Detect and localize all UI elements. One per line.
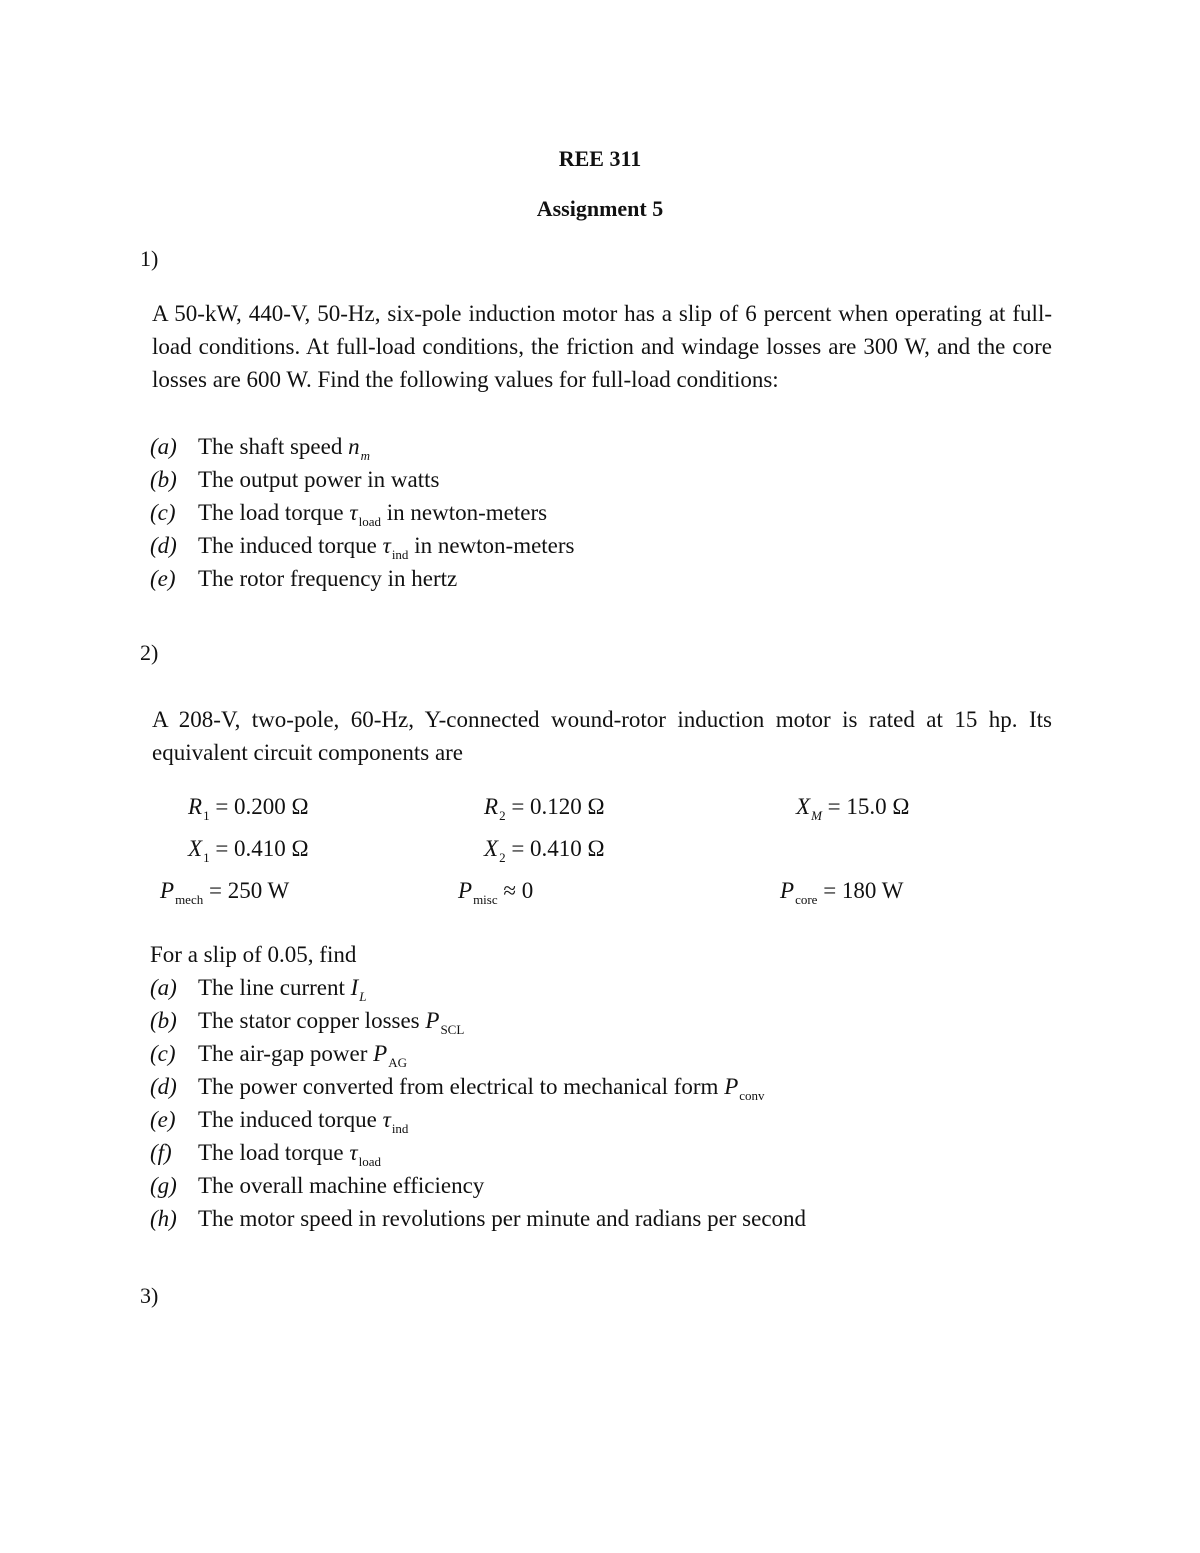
list-item: (h) The motor speed in revolutions per minute and radians per second <box>150 1206 807 1231</box>
pcore-value: $P_{core} = 180$ W <box>780 878 904 907</box>
list-item: (d) The power converted from electrical to mechanical form $P_{conv}$ <box>150 1074 765 1103</box>
question-2-text: A 208-V, two-pole, 60-Hz, Y-connected wound-rotor induction motor is rated at 15 hp. Its equivalent circuit components are <box>152 707 1052 765</box>
list-item: (b) The stator copper losses $P_{SCL}$ <box>150 1008 465 1037</box>
list-item: (e) The induced torque $\tau_{ind}$ <box>150 1107 409 1136</box>
question-3-number: 3) <box>140 1283 159 1308</box>
r2-value: $R_2 = 0.120$ Ω <box>484 794 605 823</box>
list-item: (a) The shaft speed $n_m$ <box>150 434 370 463</box>
list-item: (g) The overall machine efficiency <box>150 1173 485 1198</box>
xm-value: $X_M = 15.0$ Ω <box>796 794 910 823</box>
x2-value: $X_2 = 0.410$ Ω <box>484 836 605 865</box>
find-intro: For a slip of 0.05, find <box>150 942 357 967</box>
list-item: (b) The output power in watts <box>150 467 440 492</box>
course-title: REE 311 <box>558 146 642 171</box>
question-2-items <box>150 938 807 1235</box>
list-item: (c) The air-gap power $P_{AG}$ <box>150 1041 407 1070</box>
list-item: (d) The induced torque $\tau_{ind}$ in newton-meters <box>150 533 575 562</box>
question-1-items <box>150 430 575 595</box>
question-1-text: A 50-kW, 440-V, 50-Hz, six-pole induction motor has a slip of 6 percent when operating at full-load conditions. At full-load conditions, the friction and windage losses are 300 W, and the core losses are 600 W. Find the following values for full-load conditions: <box>152 301 1052 392</box>
assignment-title: Assignment 5 <box>536 196 664 221</box>
question-1-number: 1) <box>140 246 159 271</box>
list-item: (f) The load torque $\tau_{load}$ <box>150 1140 381 1169</box>
question-2-number: 2) <box>140 640 159 665</box>
list-item: (e) The rotor frequency in hertz <box>150 566 458 591</box>
x1-value: $X_1 = 0.410$ Ω <box>188 836 309 865</box>
pmisc-value: $P_{misc} \approx 0$ <box>458 878 534 907</box>
list-item: (c) The load torque $\tau_{load}$ in newton-meters <box>150 500 548 529</box>
pmech-value: $P_{mech} = 250$ W <box>160 878 290 907</box>
list-item: (a) The line current $I_L$ <box>150 975 367 1004</box>
r1-value: $R_1 = 0.200$ Ω <box>188 794 309 823</box>
